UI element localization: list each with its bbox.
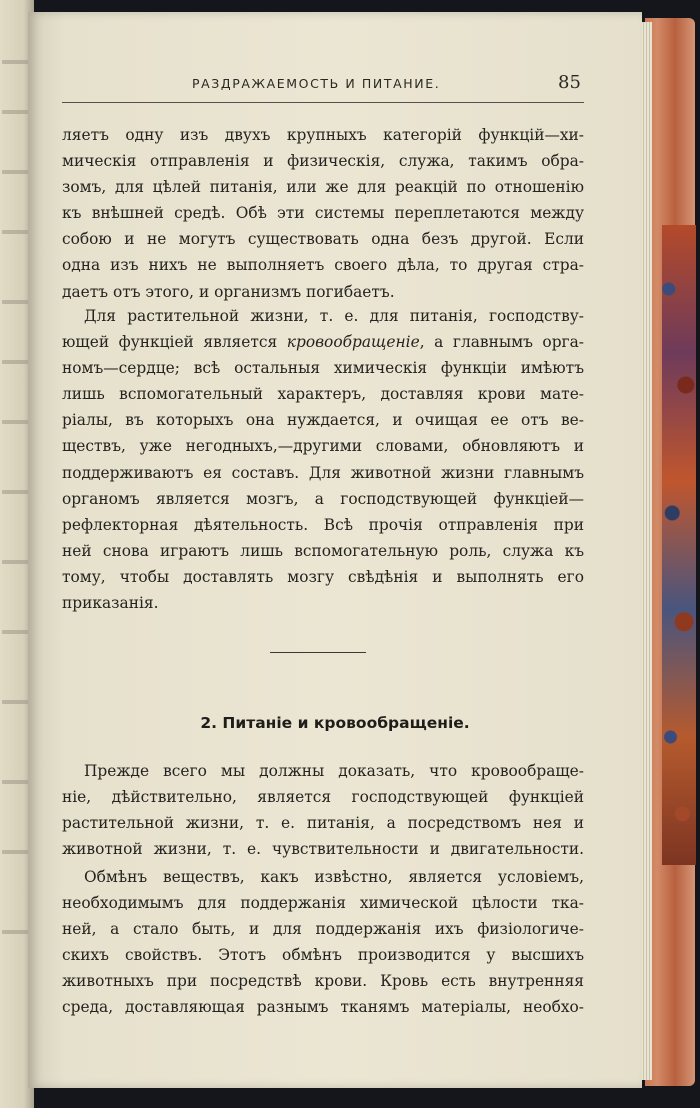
paragraph-4 [62,864,584,1021]
text-line: собою и не могутъ существовать одна безъ другой. Если [62,230,584,249]
text-line: одна изъ нихъ не выполняетъ своего дѣла, то другая стра- [62,256,584,275]
text-line: Обмѣнъ веществъ, какъ извѣстно, является условіемъ, [84,868,584,886]
text-line: приказанія. [62,594,159,613]
text-line: рефлекторная дѣятельность. Всѣ прочія отправленія при [62,515,584,534]
text-line: среда, доставляющая разнымъ тканямъ матеріалы, необхо- [62,998,584,1017]
text-line [62,329,584,355]
text-line: необходимымъ для поддержанія химической цѣлости тка- [62,894,584,913]
text-line: скихъ свойствъ. Этотъ обмѣнъ производится у высшихъ [62,946,584,965]
text-line: органомъ является мозгъ, а господствующей функціей— [62,489,584,508]
paragraph-1 [62,122,584,305]
text-line: поддерживаютъ ея составъ. Для животной жизни главнымъ [62,463,584,482]
text-line: животной жизни, т. е. чувствительности и двигательности. [62,840,584,859]
text-line: растительной жизни, т. е. питанія, а посредствомъ нея и [62,814,584,833]
running-head: РАЗДРАЖАЕМОСТЬ И ПИТАНИЕ. [192,76,441,91]
text-line: къ внѣшней средѣ. Обѣ эти системы переплетаются между [62,204,584,223]
text-line: даетъ отъ этого, и организмъ погибаетъ. [62,282,395,301]
header-rule [62,102,584,103]
text-line: ріалы, въ которыхъ она нуждается, и очищая ее отъ ве- [62,411,584,430]
text-run: ющей функціей является [62,333,287,352]
section-separator [270,652,366,653]
text-line: зомъ, для цѣлей питанія, или же для реакцій по отношенію [62,178,584,197]
text-line: номъ—сердце; всѣ остальныя химическія функціи имѣютъ [62,359,584,378]
text-line: лишь вспомогательный характеръ, доставляя крови мате- [62,385,584,404]
paragraph-3 [62,758,584,862]
text-line: Прежде всего мы должны доказать, что кровообраще- [84,762,584,780]
text-line: Для растительной жизни, т. е. для питанія, господству- [84,307,584,325]
text-line: ніе, дѣйствительно, является господствующей функціей [62,788,584,807]
marbled-endpaper [662,225,696,865]
section-title: 2. Питаніе и кровообращеніе. [200,714,470,732]
book-page [28,12,642,1088]
text-line: животныхъ при посредствѣ крови. Кровь есть внутренняя [62,972,584,991]
text-line: ляетъ одну изъ двухъ крупныхъ категорій функцій—хи- [62,126,584,144]
text-line: ней снова играютъ лишь вспомогательную роль, служа къ [62,541,584,560]
text-line: ней, а стало быть, и для поддержанія ихъ физіологиче- [62,920,584,939]
text-line: мическія отправленія и физическія, служа, такимъ обра- [62,152,584,171]
emphasized-term: кровообращеніе [286,333,420,352]
paragraph-2 [62,303,584,616]
text-run: , а главнымъ орга- [419,333,584,352]
text-line: тому, чтобы доставлять мозгу свѣдѣнія и выполнять его [62,567,584,586]
text-line: ществъ, уже негодныхъ,—другими словами, обновляютъ и [62,437,584,456]
page-number: 85 [558,72,581,93]
